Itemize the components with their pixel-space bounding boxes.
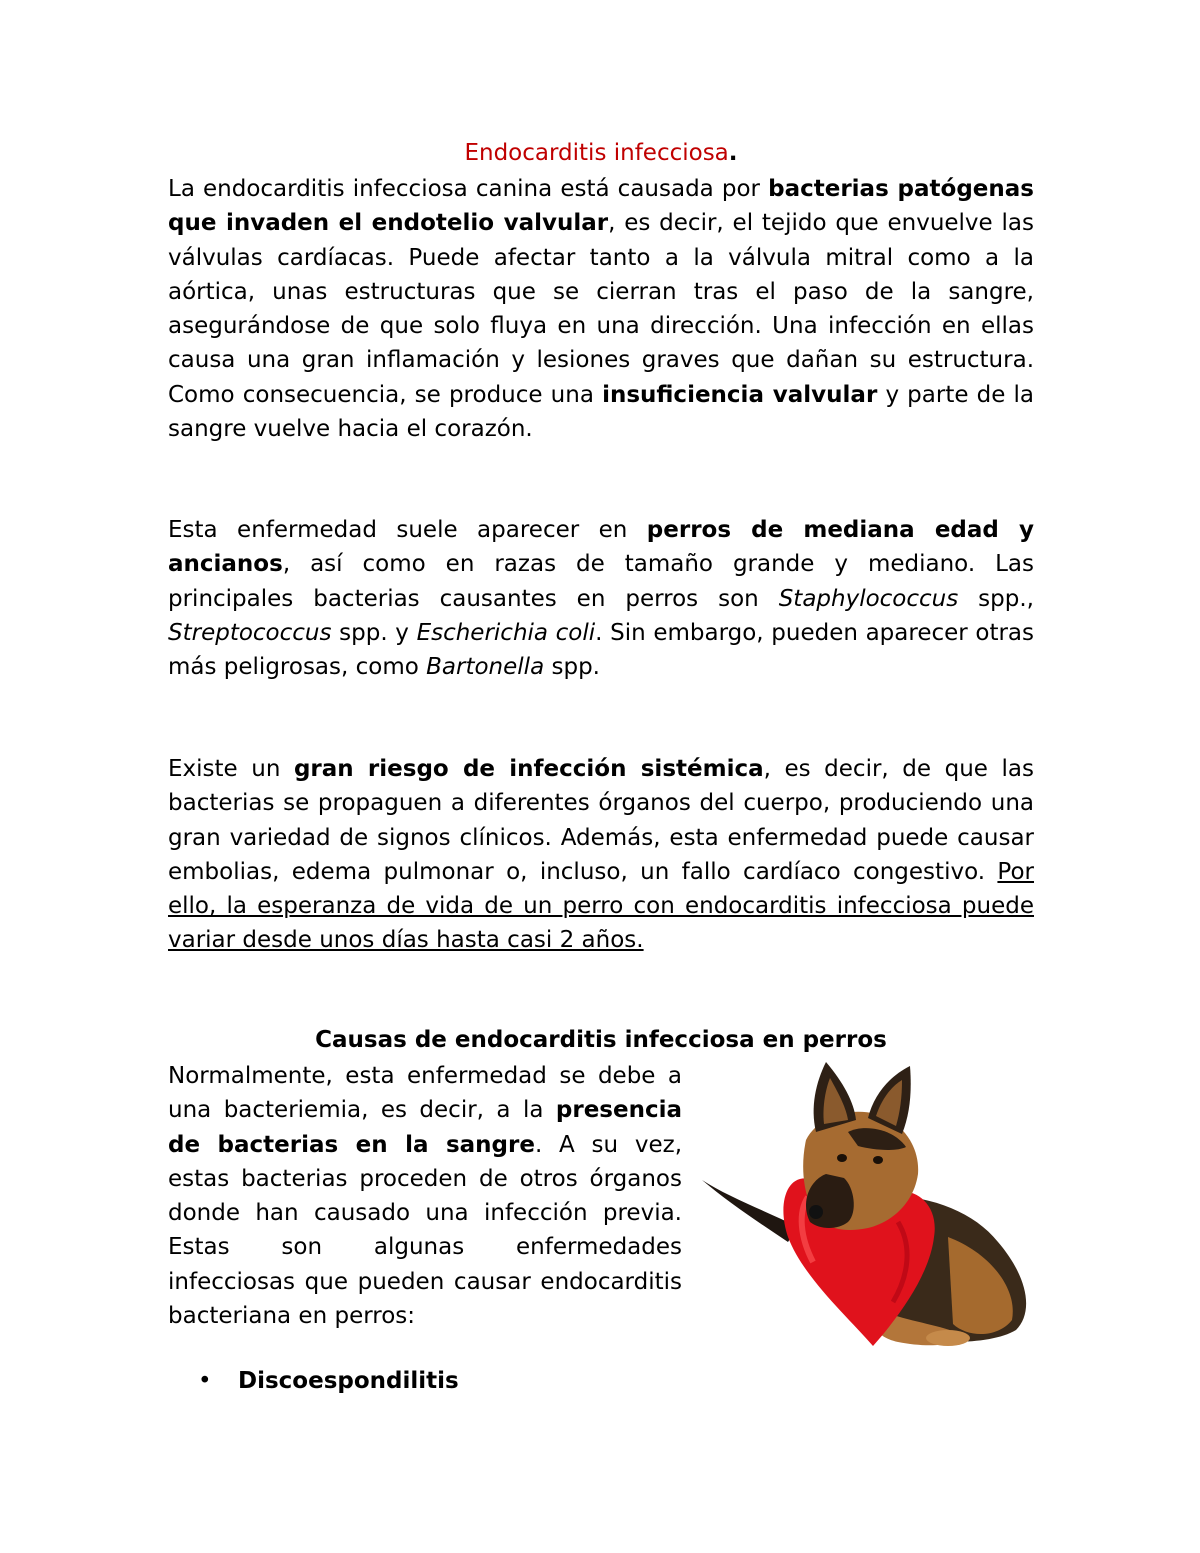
paragraph-intro: La endocarditis infecciosa canina está causada por bacterias patógenas que invaden el endotelio valvular, es decir, el tejido que envuelve las válvulas cardíacas. Puede afectar tanto a la válvula mitral como a la aórtica, unas estructuras que se cierran tras el paso de la sangre, asegurándose de que solo fluya en una dirección. Una infección en ellas causa una gran inflamación y lesiones graves que dañan su estructura. Como consecuencia, se produce una insuficiencia valvular y parte de la sangre vuelve hacia el corazón.	[168, 176, 1034, 443]
bullet-icon: •	[198, 1368, 212, 1394]
species-name: Staphylococcus	[778, 585, 959, 612]
bold-phrase: presencia de bacterias en la sangre	[168, 1097, 682, 1158]
dog-with-heart-image	[698, 1062, 1040, 1354]
section-heading: Causas de endocarditis infecciosa en perros	[315, 1027, 887, 1053]
list-item: • Discoespondilitis	[168, 1364, 459, 1398]
bold-phrase: gran riesgo de infección sistémica	[293, 756, 764, 782]
paragraph-systemic-risk: Existe un gran riesgo de infección sistémica, es decir, de que las bacterias se propaguen a diferentes órganos del cuerpo, produciendo una gran variedad de signos clínicos. Además, esta enfermedad puede causar embolias, edema pulmonar o, incluso, un fallo cardíaco congestivo. Por ello, la esperanza de vida de un perro con endocarditis infecciosa puede variar desde unos días hasta casi 2 años.	[168, 756, 1034, 954]
species-name: Streptococcus	[168, 619, 332, 646]
paragraph-causes: Normalmente, esta enfermedad se debe a una bacteriemia, es decir, a la presencia de bacterias en la sangre. A su vez, estas bacterias proceden de otros órganos donde han causado una infección previa. Estas son algunas enfermedades infecciosas que pueden causar endocarditis bacteriana en perros:	[168, 1063, 683, 1330]
bold-phrase: bacterias patógenas que invaden el endotelio valvular	[168, 176, 1034, 237]
underlined-sentence: Por ello, la esperanza de vida de un perro con endocarditis infecciosa puede variar desde unos días hasta casi 2 años.	[168, 858, 1034, 954]
species-name: Escherichia coli	[416, 619, 596, 646]
species-name: Bartonella	[426, 654, 545, 681]
paragraph-affected-dogs: Esta enfermedad suele aparecer en perros de mediana edad y ancianos, así como en razas de tamaño grande y mediano. Las principales bacterias causantes en perros son Staphylococcus spp., Streptococcus spp. y Escherichia coli. Sin embargo, pueden aparecer otras más peligrosas, como Bartonella spp.	[168, 517, 1035, 681]
bold-phrase: insuficiencia valvular	[602, 381, 878, 408]
causes-list	[168, 1364, 459, 1398]
bold-phrase: perros de mediana edad y ancianos	[168, 517, 1034, 578]
document-title: Endocarditis infecciosa.	[464, 140, 738, 166]
